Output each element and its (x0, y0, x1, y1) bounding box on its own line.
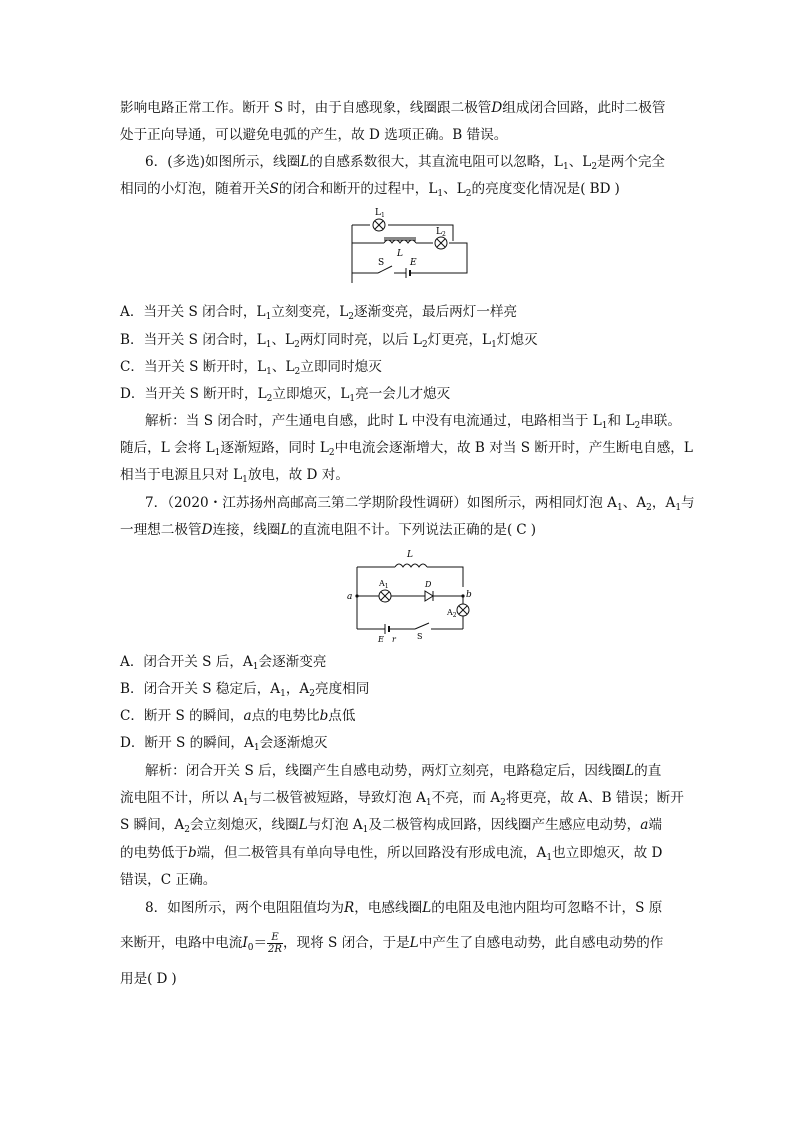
explanation-7: 错误，C 正确。 (120, 872, 217, 888)
question-8-line1: 8．如图所示，两个电阻阻值均为R，电感线圈L的电阻及电池内阻均可忽略不计，S 原 (145, 900, 663, 916)
option-a: A．当开关 S 闭合时，$L_1$立刻变亮，$L_2$逐渐变亮，最后两灯一样亮 (120, 304, 518, 322)
label-r: r (392, 635, 396, 643)
circuit-figure-6 (340, 203, 480, 283)
explanation-6: 随后，L 会将 $L_1$逐渐短路，同时 $L_2$中电流会逐渐增大，故 B 对当 S 断开时，产生断电自感，L (120, 440, 693, 458)
option-a: A．闭合开关 S 后，$A_1$会逐渐变亮 (120, 654, 327, 672)
label-S: S (378, 258, 385, 268)
question-6-line1: 6．(多选)如图所示，线圈L的自感系数很大，其直流电阻可以忽略，$L_1$、$L_2$是两个完全 (145, 154, 666, 172)
label-A1: $A_1$ (379, 579, 389, 590)
question-7-line1: 7．（2020・江苏扬州高邮高三第二学期阶段性调研）如图所示，两相同灯泡 $A_1$、$A_2$，$A_1$与 (145, 495, 695, 513)
label-L2: $L_2$ (436, 227, 446, 238)
label-L1: $L_1$ (375, 208, 385, 219)
fraction: $\frac{E}{2R}$ (268, 932, 282, 955)
explanation-7: 解析：闭合开关 S 后，线圈产生自感电动势，两灯立刻亮，电路稳定后，因线圈L的直 (145, 763, 662, 779)
explanation-7: 流电阻不计，所以 $A_1$与二极管被短路，导致灯泡 $A_1$不亮，而 $A_2$将更亮，故 A、B 错误；断开 (120, 790, 684, 808)
explanation-7: 的电势低于b端，但二极管具有单向导电性，所以回路没有形成电流，$A_1$也立即熄灭，故 D (120, 845, 663, 863)
option-b: B．当开关 S 闭合时，$L_1$、$L_2$两灯同时亮，以后 $L_2$灯更亮，$L_1$灯熄灭 (120, 332, 538, 350)
text-line: 影响电路正常工作。断开 S 时，由于自感现象，线圈跟二极管D组成闭合回路，此时二极管 (120, 100, 666, 116)
label-D: D (425, 580, 432, 589)
question-8-line3: 用是( D ) (120, 971, 177, 987)
answer: D (156, 971, 168, 987)
answer: BD (589, 181, 611, 197)
label-E: E (410, 258, 417, 268)
label-a: a (347, 592, 353, 602)
label-L: L (397, 249, 403, 259)
option-d: D．当开关 S 断开时，$L_2$立即熄灭，$L_1$亮一会儿才熄灭 (120, 386, 451, 404)
answer: C (516, 522, 527, 538)
question-8-line2: 来断开，电路中电流$I_0=$ $\frac{E}{2R}$ ，现将 S 闭合，于是L中产生了自感电动势，此自感电动势的作 (120, 932, 664, 955)
label-A2: $A_2$ (447, 608, 457, 619)
question-6-line2: 相同的小灯泡，随着开关S的闭合和断开的过程中，$L_1$、$L_2$的亮度变化情况是( BD ) (120, 181, 620, 199)
question-7-line2: 一理想二极管D连接，线圈L的直流电阻不计。下列说法正确的是( C ) (120, 522, 536, 538)
explanation-6: 解析：当 S 闭合时，产生通电自感，此时 L 中没有电流通过，电路相当于 $L_1$和 $L_2$串联。 (145, 413, 681, 431)
label-L: L (407, 550, 413, 560)
label-S: S (417, 632, 423, 641)
option-c: C．当开关 S 断开时，$L_1$、$L_2$立即同时熄灭 (120, 359, 382, 377)
option-b: B．闭合开关 S 稳定后，$A_1$，$A_2$亮度相同 (120, 681, 370, 699)
option-d: D．断开 S 的瞬间，$A_1$会逐渐熄灭 (120, 735, 328, 753)
explanation-7: S 瞬间，$A_2$会立刻熄灭，线圈L与灯泡 $A_1$及二极管构成回路，因线圈产生感应电动势，a端 (120, 817, 662, 835)
option-c: C．断开 S 的瞬间，a点的电势比b点低 (120, 708, 356, 724)
explanation-6: 相当于电源且只对 $L_1$放电，故 D 对。 (120, 467, 349, 485)
circuit-figure-7 (345, 547, 475, 643)
label-E: E (378, 635, 384, 643)
text-line: 处于正向导通，可以避免电弧的产生，故 D 选项正确。B 错误。 (120, 127, 508, 143)
label-b: b (466, 590, 472, 600)
